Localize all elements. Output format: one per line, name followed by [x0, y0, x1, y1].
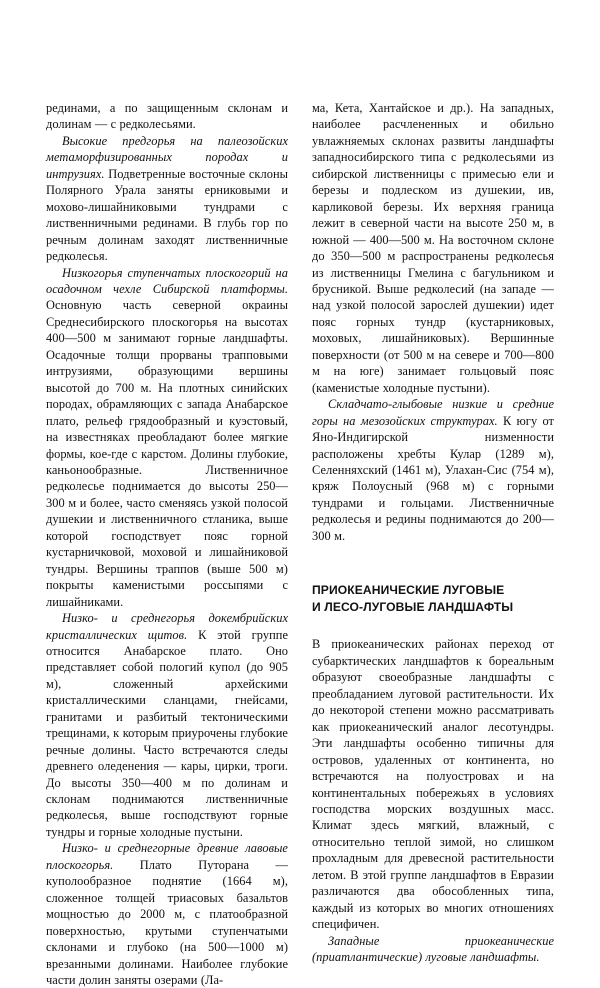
- paragraph-body-nizko-srednegorya-shchitov: К этой группе относится Анабарское плато. Оно представляет собой пологий купол (до 905 м), сложенный архейскими кристаллическими сланцами, гнейсами, гранитами и разбитый тектоническими трещинами, к которым приурочены глубокие речные долины. Часто встречаются следы древнего оледенения — кары, цирки, троги. До высоты 350—400 м по долинам и склонам поднимаются лиственничные редколесья, выше господствуют горные тундры и горные холодные пустыни.: [46, 627, 288, 839]
- run-in-heading-skladchato-glybovye: Складчато-глыбовые низкие и средние горы на мезозойских структурах.: [312, 397, 554, 428]
- paragraph-skladchato-glybovye: [312, 396, 554, 544]
- paragraph-body-skladchato-glybovye: К югу от Яно-Индигирской низменности расположены хребты Кулар (1289 м), Селенняхский (1461 м), Улахан-Сис (754 м), кряж Полоусный (968 м) с горными тундрами и гольцами. Лиственничные редколесья и редины поднимаются до 200—300 м.: [312, 413, 554, 543]
- run-in-heading-vysokie-predgorya: Высокие предгорья на палеозойских метаморфизированных породах и интрузиях.: [46, 133, 288, 181]
- paragraph-nizkogorya: [46, 265, 288, 611]
- left-text-column: [46, 100, 288, 988]
- section-heading-line-2: И ЛЕСО-ЛУГОВЫЕ ЛАНДШАФТЫ: [312, 599, 514, 614]
- run-in-heading-zapadnye-priokeanicheskie: Западные приокеанические (приатлантические) луговые ландшафты.: [312, 933, 554, 965]
- paragraph-priokeanicheskie-intro: В приокеанических районах переход от субарктических ландшафтов к бореальным образуют своеобразные ландшафты с преобладанием луговой растительности. Их до некоторой степени можно рассматривать как приокеанический аналог лесотундры. Эти ландшафты особенно типичны для островов, удаленных от континента, но встречаются на полуостровах и на континентальных побережьях в условиях господства морских воздушных масс. Климат здесь мягкий, влажный, с относительно теплой зимой, но слишком прохладным для древесной растительности летом. В этой группе ландшафтов в Евразии различаются два обособленных типа, каждый из которых во многих отношениях специфичен.: [312, 637, 554, 932]
- paragraph-body-vysokie-predgorya: Подветренные восточные склоны Полярного Урала заняты ерниковыми и мохово-лишайниковыми тундрами с лиственничными рединами. В глубь гор по речным долинам заходят лиственничные редколесья.: [46, 166, 288, 264]
- paragraph-lavovye-ploskogorya: [46, 840, 288, 988]
- paragraph-body-lavovye-ploskogorya: Плато Путорана — куполообразное поднятие (1664 м), сложенное толщей триасовых базальтов мощностью до 2000 м, с платообразной поверхностью, крутыми ступенчатыми склонами и глубоко (на 500—1000 м) врезанными долинами. Наиболее глубокие части долин заняты озерами (Ла-: [46, 857, 288, 988]
- run-in-heading-nizko-srednegorya-shchitov: Низко- и среднегорья докембрийских кристаллических щитов.: [46, 611, 288, 642]
- section-heading-line-1: ПРИОКЕАНИЧЕСКИЕ ЛУГОВЫЕ: [312, 583, 505, 598]
- paragraph-vysokie-predgorya: [46, 133, 288, 265]
- paragraph-continuation-right: ма, Кета, Хантайское и др.). На западных, наиболее расчлененных и обильно увлажняемых склонах развиты ландшафты западносибирского типа с редколесьями из сибирской лиственницы с примесью ели и березы и подлеском из душекии, ив, карликовой березы. Их верхняя граница лежит в северной части на высоте 250 м, в южной — 400—500 м. На восточном склоне до 350—500 м распространены редколесья из лиственницы Гмелина с багульником и брусникой. Выше редколесий (на западе — над узкой полосой зарослей душекии) идет пояс горных тундр (кустарниковых, моховых, лишайниковых). Вершинные поверхности (от 500 м на севере и 700—800 м на юге) занимает гольцовый пояс (каменистые холодные пустыни).: [312, 101, 554, 395]
- paragraph-continuation: рединами, а по защищенным склонам и долинам — с редколесьями.: [46, 101, 288, 132]
- paragraph-zapadnye-priokeanicheskie: [312, 933, 554, 966]
- heading-bottom-spacer: [312, 615, 554, 636]
- paragraph-body-nizkogorya: Основную часть северной окраины Среднесибирского плоскогорья на высотах 400—500 м занимают горные ландшафты. Осадочные толщи прорваны трапповыми интрузиями, образующими вершины высотой до 700 м. На плотных синийских породах, обрамляющих с запада Анабарское плато, рельеф грядообразный и куэстовый, на известняках преобладают более мягкие формы, кое-где с карстом. Долины глубокие, каньонообразные. Лиственничное редколесье поднимается до высоты 250—300 м и более, часто сменяясь узкой полосой душекии и лиственничного стланика, выше которой господствует пояс горной кустарничковой, моховой и лишайниковой тундры. Вершины траппов (выше 500 м) покрыты каменистыми россыпями с лишайниками.: [46, 298, 288, 609]
- right-text-column: [312, 100, 554, 965]
- run-in-heading-nizkogorya: Низкогорья ступенчатых плоскогорий на осадочном чехле Сибирской платформы.: [46, 265, 288, 296]
- paragraph-nizko-srednegorya-shchitov: [46, 610, 288, 840]
- section-heading: [312, 582, 554, 615]
- two-column-text-body: [46, 100, 554, 988]
- heading-top-spacer: [312, 544, 554, 582]
- run-in-heading-lavovye-ploskogorya: Низко- и среднегорные древние лавовые плоскогорья.: [46, 841, 288, 872]
